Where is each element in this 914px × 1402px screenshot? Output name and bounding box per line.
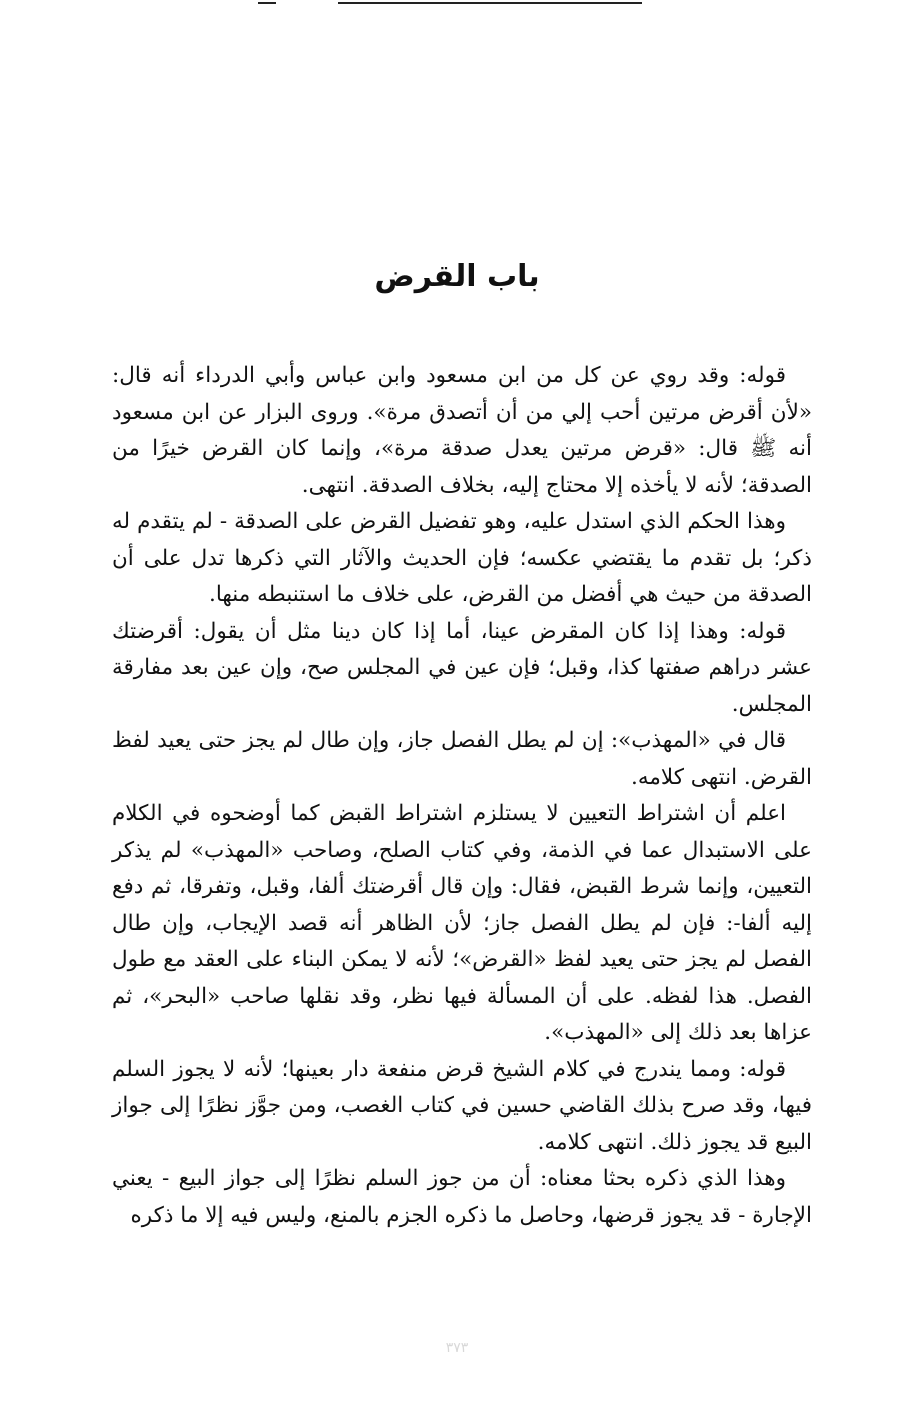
body-text <box>112 358 812 1234</box>
page-number: ٣٧٣ <box>445 1340 469 1356</box>
paragraph-7: وهذا الذي ذكره بحثا معناه: أن من جوز السلم نظرًا إلى جواز البيع - يعني الإجارة - قد يجوز قرضها، وحاصل ما ذكره الجزم بالمنع، وليس فيه إلا ما ذكره <box>112 1166 812 1228</box>
paragraph-6: قوله: ومما يندرج في كلام الشيخ قرض منفعة دار بعينها؛ لأنه لا يجوز السلم فيها، وقد صرح بذلك القاضي حسين في كتاب الغصب، ومن جوَّز نظرًا إلى جواز البيع قد يجوز ذلك. انتهى كلامه. <box>112 1056 812 1155</box>
paragraph-4: قال في «المهذب»: إن لم يطل الفصل جاز، وإن طال لم يجز حتى يعيد لفظ القرض. انتهى كلامه. <box>112 728 812 790</box>
paragraph-1: قوله: وقد روي عن كل من ابن مسعود وابن عباس وأبي الدرداء أنه قال: «لأن أقرض مرتين أحب إلي من أن أتصدق مرة». وروى البزار عن ابن مسعود أنه ﷺ قال: «قرض مرتين يعدل صدقة مرة»، وإنما كان القرض خيرًا من الصدقة؛ لأنه لا يأخذه إلا محتاج إليه، بخلاف الصدقة. انتهى. <box>112 363 812 498</box>
top-rule-long <box>338 2 642 4</box>
top-rule-short <box>258 2 276 4</box>
paragraph-2: وهذا الحكم الذي استدل عليه، وهو تفضيل القرض على الصدقة - لم يتقدم له ذكر؛ بل تقدم ما يقتضي عكسه؛ فإن الحديث والآثار التي ذكرها تدل على أن الصدقة من حيث هي أفضل من القرض، على خلاف ما استنبطه منها. <box>112 509 812 607</box>
chapter-title: باب القرض <box>374 259 540 294</box>
paragraph-3: قوله: وهذا إذا كان المقرض عينا، أما إذا كان دينا مثل أن يقول: أقرضتك عشر دراهم صفتها كذا، وقبل؛ فإن عين في المجلس صح، وإن عين بعد مفارقة المجلس. <box>112 618 812 717</box>
paragraph-5: اعلم أن اشتراط التعيين لا يستلزم اشتراط القبض كما أوضحوه في الكلام على الاستبدال عما في الذمة، وفي كتاب الصلح، وصاحب «المهذب» لم يذكر التعيين، وإنما شرط القبض، فقال: وإن قال أقرضتك ألفا، وقبل، وتفرقا، ثم دفع إليه ألفا-: فإن لم يطل الفصل جاز؛ لأن الظاهر أنه قصد الإيجاب، وإن طال الفصل لم يجز حتى يعيد لفظ «القرض»؛ لأنه لا يمكن البناء على العقد مع طول الفصل. هذا لفظه. على أن المسألة فيها نظر، وقد نقلها صاحب «البحر»، ثم عزاها بعد ذلك إلى «المهذب». <box>112 801 812 1045</box>
